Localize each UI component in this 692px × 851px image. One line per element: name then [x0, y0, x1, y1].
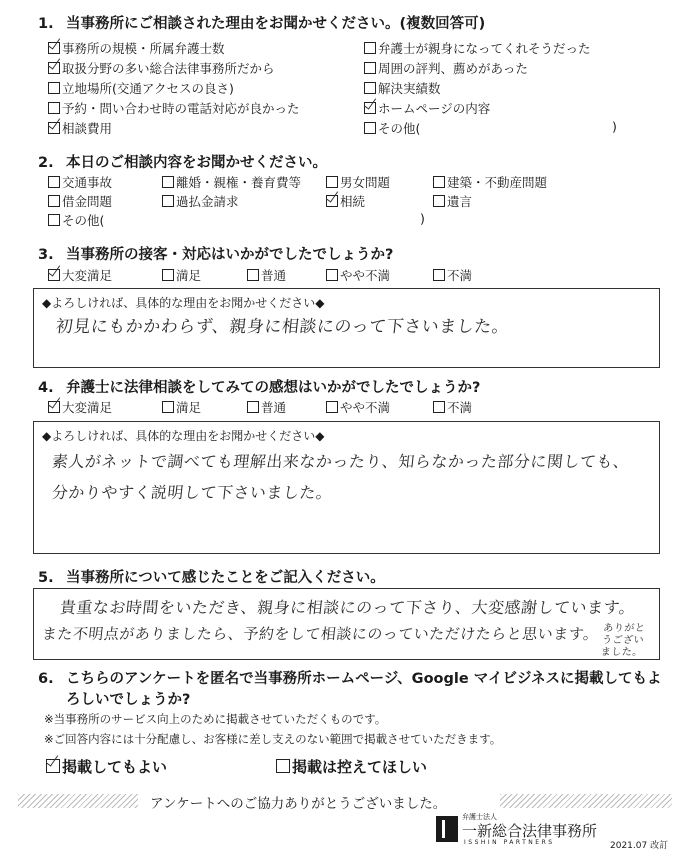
checkbox-icon[interactable] — [48, 42, 60, 54]
checkbox-icon[interactable] — [48, 82, 60, 94]
q6-title-line-1: 6. こちらのアンケートを匿名で当事務所ホームページ、Google マイビジネスに掲載してもよ — [38, 671, 662, 687]
checkbox-icon[interactable] — [48, 195, 60, 207]
checkbox-icon[interactable] — [326, 176, 338, 188]
checkbox-icon[interactable] — [326, 401, 338, 413]
checkbox-icon[interactable] — [433, 176, 445, 188]
q1-option-2[interactable]: 取扱分野の多い総合法律事務所だから — [48, 59, 275, 77]
q1-option-3[interactable]: 立地場所(交通アクセスの良さ) — [48, 79, 234, 97]
firm-logo-icon — [436, 816, 458, 842]
checkbox-icon[interactable] — [48, 102, 60, 114]
checkbox-icon[interactable] — [162, 176, 174, 188]
checkbox-icon[interactable] — [48, 122, 60, 134]
q3-option-1[interactable]: 大変満足 — [48, 266, 112, 284]
q6-title-line-2: ろしいでしょうか? — [66, 692, 191, 708]
checkbox-icon[interactable] — [326, 195, 338, 207]
publish-decline-option[interactable]: 掲載は控えてほしい — [276, 756, 427, 777]
checkbox-icon[interactable] — [162, 195, 174, 207]
q1-option-10[interactable]: その他( — [364, 119, 420, 137]
revision-label: 2021.07 改訂 — [610, 841, 669, 851]
q4-handwritten-line-1: 素人がネットで調べても理解出来なかったり、知らなかった部分に関しても、 — [50, 452, 631, 471]
checkbox-icon[interactable] — [48, 62, 60, 74]
q2-option-5[interactable]: 借金問題 — [48, 192, 112, 210]
decorative-hatch-left — [18, 794, 138, 808]
q3-comment-label: ◆よろしければ、具体的な理由をお聞かせください◆ — [42, 296, 325, 310]
logo-subtitle: ISSHIN PARTNERS — [464, 839, 555, 846]
checkbox-icon[interactable] — [48, 214, 60, 226]
checkbox-icon[interactable] — [48, 176, 60, 188]
checkbox-icon[interactable] — [433, 269, 445, 281]
q3-title: 3. 当事務所の接客・対応はいかがでしたでしょうか? — [38, 247, 394, 263]
checkbox-icon[interactable] — [364, 102, 376, 114]
q5-comment-box[interactable] — [33, 588, 660, 660]
q3-option-4[interactable]: やや不満 — [326, 266, 390, 284]
q3-option-5[interactable]: 不満 — [433, 266, 472, 284]
q2-option-9[interactable]: その他( — [48, 211, 104, 229]
q6-note-1: ※当事務所のサービス向上のために掲載させていただくものです。 — [44, 712, 387, 726]
q3-handwritten-comment: 初見にもかかわらず、親身に相談にのって下さいました。 — [54, 317, 511, 337]
q2-option-2[interactable]: 離婚・親権・養育費等 — [162, 173, 301, 191]
q4-option-2[interactable]: 満足 — [162, 398, 201, 416]
checkbox-icon[interactable] — [364, 82, 376, 94]
q1-option-9[interactable]: ホームページの内容 — [364, 99, 490, 117]
q2-option-8[interactable]: 遺言 — [433, 192, 472, 210]
q2-option-3[interactable]: 男女問題 — [326, 173, 390, 191]
q1-option-4[interactable]: 予約・問い合わせ時の電話対応が良かった — [48, 99, 300, 117]
q1-option-8[interactable]: 解決実績数 — [364, 79, 441, 97]
checkbox-icon[interactable] — [364, 122, 376, 134]
checkbox-icon[interactable] — [48, 401, 60, 413]
checkbox-icon[interactable] — [433, 401, 445, 413]
q1-title: 1. 当事務所にご相談された理由をお聞かせください。(複数回答可) — [38, 16, 486, 32]
q5-handwritten-line-3: ありがとうございました。 — [600, 623, 646, 658]
q3-option-2[interactable]: 満足 — [162, 266, 201, 284]
q1-option-1[interactable]: 事務所の規模・所属弁護士数 — [48, 39, 225, 57]
q4-option-5[interactable]: 不満 — [433, 398, 472, 416]
checkbox-icon[interactable] — [48, 269, 60, 281]
q4-title: 4. 弁護士に法律相談をしてみての感想はいかがでしたでしょうか? — [38, 380, 481, 396]
q1-option-7[interactable]: 周囲の評判、薦めがあった — [364, 59, 528, 77]
checkbox-icon[interactable] — [247, 269, 259, 281]
q3-comment-box[interactable] — [33, 288, 660, 368]
q2-option-1[interactable]: 交通事故 — [48, 173, 112, 191]
checkbox-icon[interactable] — [326, 269, 338, 281]
checkbox-icon[interactable] — [46, 759, 60, 773]
decorative-hatch-right — [500, 794, 672, 808]
q1-close-paren: ) — [612, 119, 617, 134]
q5-handwritten-line-2: また不明点がありましたら、予約をして相談にのっていただけたらと思います。 — [41, 625, 600, 643]
checkbox-icon[interactable] — [162, 269, 174, 281]
logo-small-text: 弁護士法人 — [462, 813, 497, 821]
q5-title: 5. 当事務所について感じたことをご記入ください。 — [38, 570, 385, 586]
q2-option-4[interactable]: 建築・不動産問題 — [433, 173, 547, 191]
q2-title: 2. 本日のご相談内容をお聞かせください。 — [38, 155, 327, 171]
q4-comment-label: ◆よろしければ、具体的な理由をお聞かせください◆ — [42, 429, 325, 443]
q4-handwritten-line-2: 分かりやすく説明して下さいました。 — [50, 483, 334, 502]
checkbox-icon[interactable] — [276, 759, 290, 773]
checkbox-icon[interactable] — [364, 42, 376, 54]
thanks-message: アンケートへのご協力ありがとうございました。 — [150, 796, 447, 812]
q4-option-3[interactable]: 普通 — [247, 398, 286, 416]
logo-firm-name: 一新総合法律事務所 — [462, 822, 598, 840]
checkbox-icon[interactable] — [364, 62, 376, 74]
checkbox-icon[interactable] — [247, 401, 259, 413]
q3-option-3[interactable]: 普通 — [247, 266, 286, 284]
q6-note-2: ※ご回答内容には十分配慮し、お客様に差し支えのない範囲で掲載させていただきます。 — [44, 732, 502, 746]
q2-close-paren: ) — [420, 211, 425, 226]
q5-handwritten-line-1: 貴重なお時間をいただき、親身に相談にのって下さり、大変感謝しています。 — [58, 598, 637, 617]
q4-option-4[interactable]: やや不満 — [326, 398, 390, 416]
q2-option-6[interactable]: 過払金請求 — [162, 192, 239, 210]
q4-comment-box[interactable] — [33, 421, 660, 554]
q2-option-7[interactable]: 相続 — [326, 192, 365, 210]
q1-option-5[interactable]: 相談費用 — [48, 119, 112, 137]
q1-option-6[interactable]: 弁護士が親身になってくれそうだった — [364, 39, 591, 57]
checkbox-icon[interactable] — [433, 195, 445, 207]
publish-agree-option[interactable]: 掲載してもよい — [46, 756, 167, 777]
q4-option-1[interactable]: 大変満足 — [48, 398, 112, 416]
checkbox-icon[interactable] — [162, 401, 174, 413]
